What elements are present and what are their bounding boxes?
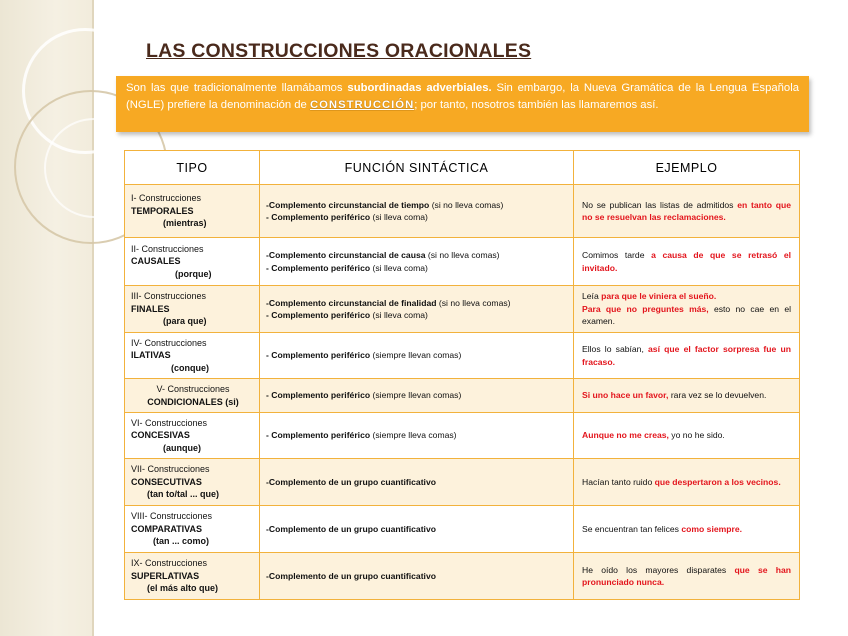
funcion-note: (si no lleva comas) — [425, 250, 500, 260]
tipo-prefix: VI- Construcciones — [131, 417, 208, 428]
funcion-main: -Complemento circunstancial de causa — [266, 250, 426, 260]
funcion-cell — [260, 185, 574, 238]
ejemplo-construction: para que le viniera el sueño. — [601, 291, 717, 302]
intro-text: Sin embargo, la Nueva Gramática de la Lengua Española (NGLE) prefiere la denominación de — [126, 82, 799, 111]
table-row — [125, 333, 800, 379]
funcion-main: - Complemento periférico — [266, 430, 371, 441]
funcion-main: -Complemento de un grupo cuantificativo — [266, 570, 436, 581]
funcion-main: - Complemento periférico — [266, 212, 371, 222]
ejemplo-construction: como siempre. — [681, 523, 743, 534]
funcion-cell — [260, 379, 574, 413]
tipo-cell — [125, 286, 260, 333]
funcion-main: - Complemento periférico — [266, 350, 371, 361]
tipo-connector: (si) — [225, 396, 239, 407]
table-row — [125, 413, 800, 459]
tipo-prefix: VII- Construcciones — [131, 464, 210, 475]
tipo-name: COMPARATIVAS — [131, 523, 202, 534]
funcion-cell — [260, 413, 574, 459]
ejemplo-construction: Aunque no me creas, — [582, 430, 669, 441]
tipo-cell — [125, 413, 260, 459]
funcion-note: (siempre lleva comas) — [370, 430, 457, 441]
tipo-connector: (el más alto que) — [147, 583, 219, 594]
ejemplo-cell — [574, 333, 800, 379]
tipo-name: CAUSALES — [131, 256, 181, 267]
tipo-cell — [125, 185, 260, 238]
funcion-main: -Complemento de un grupo cuantificativo — [266, 476, 436, 487]
funcion-note: (siempre llevan comas) — [370, 350, 462, 361]
funcion-main: -Complemento de un grupo cuantificativo — [266, 523, 436, 534]
funcion-note: (si lleva coma) — [370, 310, 428, 320]
ejemplo-cell — [574, 379, 800, 413]
funcion-note: (si no lleva comas) — [429, 199, 504, 210]
table-row — [125, 459, 800, 506]
intro-text: Son las que tradicionalmente llamábamos — [126, 82, 348, 94]
tipo-connector: (aunque) — [163, 442, 201, 453]
ejemplo-text: Comimos tarde — [582, 250, 652, 260]
ejemplo-cell — [574, 506, 800, 553]
tipo-prefix: V- Construcciones — [156, 384, 230, 394]
funcion-cell — [260, 333, 574, 379]
tipo-prefix: IX- Construcciones — [131, 558, 208, 569]
ejemplo-cell — [574, 553, 800, 600]
intro-highlight-term: CONSTRUCCIÓN — [309, 99, 415, 111]
column-header-tipo: TIPO — [125, 151, 260, 185]
funcion-cell — [260, 238, 574, 286]
tipo-name: CONSECUTIVAS — [131, 476, 202, 487]
ejemplo-construction: en tanto que no se resuelvan las reclamaciones. — [582, 199, 791, 222]
tipo-connector: (conque) — [171, 362, 209, 373]
tipo-connector: (porque) — [175, 268, 212, 279]
table-row — [125, 553, 800, 600]
tipo-connector: (para que) — [163, 316, 207, 327]
intro-callout — [116, 76, 809, 132]
funcion-cell — [260, 459, 574, 506]
ejemplo-text: No se publican las listas de admitidos — [582, 199, 738, 210]
tipo-name: CONCESIVAS — [131, 430, 190, 441]
ejemplo-construction: a causa de que se retrasó el invitado. — [582, 250, 791, 273]
tipo-cell — [125, 459, 260, 506]
tipo-prefix: II- Construcciones — [131, 243, 204, 254]
ejemplo-text: esto no cae en el examen. — [582, 303, 792, 327]
tipo-cell — [125, 506, 260, 553]
ejemplo-text: Se encuentran tan felices — [582, 523, 682, 534]
tipo-connector: (mientras) — [163, 218, 207, 229]
ejemplo-cell — [574, 185, 800, 238]
tipo-cell — [125, 553, 260, 600]
ejemplo-text: Ellos lo sabían, — [582, 344, 649, 354]
funcion-main: - Complemento periférico — [266, 262, 371, 273]
tipo-prefix: I- Construcciones — [131, 193, 202, 204]
column-header-funcion: FUNCIÓN SINTÁCTICA — [260, 151, 574, 185]
tipo-prefix: IV- Construcciones — [131, 337, 207, 348]
funcion-note: (si no lleva comas) — [436, 297, 511, 308]
tipo-name: SUPERLATIVAS — [131, 570, 200, 581]
intro-text: ; por tanto, nosotros también las llamaremos así. — [414, 99, 659, 111]
ejemplo-text: Leía — [582, 291, 602, 302]
ejemplo-text: Hacían tanto ruido — [582, 476, 655, 487]
table-row — [125, 379, 800, 413]
tipo-name: ILATIVAS — [131, 350, 171, 361]
funcion-cell — [260, 553, 574, 600]
tipo-connector: (tan to/tal ... que) — [147, 489, 219, 500]
funcion-cell — [260, 506, 574, 553]
table-row — [125, 506, 800, 553]
tipo-name: TEMPORALES — [131, 205, 194, 216]
ejemplo-cell — [574, 286, 800, 333]
funcion-main: -Complemento circunstancial de tiempo — [266, 199, 430, 210]
ejemplo-cell — [574, 413, 800, 459]
ejemplo-construction: que despertaron a los vecinos. — [654, 476, 781, 487]
funcion-main: -Complemento circunstancial de finalidad — [266, 297, 437, 308]
tipo-cell — [125, 238, 260, 286]
ejemplo-construction: Si uno hace un favor, — [582, 390, 669, 401]
table-header-row — [125, 151, 800, 185]
ejemplo-cell — [574, 459, 800, 506]
constructions-table — [124, 150, 800, 600]
ejemplo-construction: Para que no preguntes más, — [582, 303, 709, 314]
funcion-cell — [260, 286, 574, 333]
tipo-prefix: VIII- Construcciones — [131, 511, 213, 522]
ejemplo-text: yo no he sido. — [668, 430, 725, 441]
tipo-cell — [125, 379, 260, 413]
ejemplo-construction: que se han pronunciado nunca. — [582, 564, 792, 587]
tipo-name: FINALES — [131, 303, 170, 314]
funcion-main: - Complemento periférico — [266, 310, 371, 320]
column-header-ejemplo: EJEMPLO — [574, 151, 800, 185]
funcion-main: - Complemento periférico — [266, 390, 371, 401]
tipo-name: CONDICIONALES — [147, 396, 223, 407]
ejemplo-text: He oído los mayores disparates — [582, 564, 735, 575]
table-row — [125, 185, 800, 238]
table-row — [125, 286, 800, 333]
tipo-cell — [125, 333, 260, 379]
ejemplo-text: rara vez se lo devuelven. — [668, 390, 767, 401]
intro-bold-term: subordinadas adverbiales. — [347, 82, 492, 94]
tipo-connector: (tan ... como) — [153, 536, 209, 547]
ejemplo-construction: así que el factor sorpresa fue un fracaso. — [582, 344, 791, 367]
tipo-prefix: III- Construcciones — [131, 291, 207, 302]
table-row — [125, 238, 800, 286]
ejemplo-cell — [574, 238, 800, 286]
page-title: LAS CONSTRUCCIONES ORACIONALES — [146, 40, 532, 62]
funcion-note: (si lleva coma) — [370, 212, 428, 222]
funcion-note: (siempre llevan comas) — [370, 390, 462, 401]
funcion-note: (si lleva coma) — [370, 262, 428, 273]
